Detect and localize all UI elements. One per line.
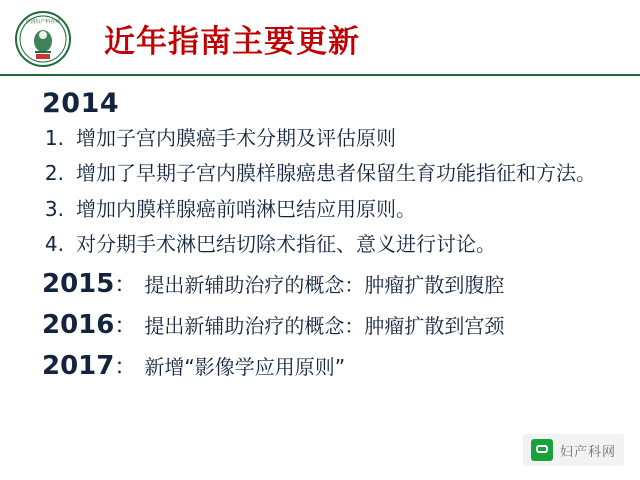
- slide-header: [0, 0, 640, 76]
- list-item-number: 3.: [44, 196, 64, 221]
- wechat-icon: [531, 439, 553, 461]
- section-year-2014: 2014: [42, 88, 120, 119]
- page-title: 近年指南主要更新: [104, 24, 360, 60]
- list-item: [42, 125, 606, 151]
- list-item-text: 对分期手术淋巴结切除术指征、意义进行讨论。: [76, 232, 496, 257]
- year-label: 2016: [42, 309, 115, 340]
- year-line-2017: [42, 350, 606, 381]
- svg-text:中国妇产科在线: 中国妇产科在线: [25, 19, 61, 25]
- list-item-number: 4.: [44, 232, 64, 257]
- list-item: [42, 231, 606, 257]
- year-label: 2017: [42, 350, 115, 381]
- numbered-list-2014: [42, 125, 606, 258]
- year-line-2016: [42, 309, 606, 340]
- year-description: 新增“影像学应用原则”: [144, 354, 346, 379]
- list-item-text: 增加子宫内膜癌手术分期及评估原则: [76, 126, 396, 150]
- year-description: 提出新辅助治疗的概念：肿瘤扩散到宫颈: [144, 313, 505, 338]
- list-item-text: 增加内膜样腺癌前哨淋巴结应用原则。: [76, 196, 416, 221]
- institution-seal-logo: [14, 10, 72, 68]
- list-item-text: 增加了早期子宫内膜样腺癌患者保留生育功能指征和方法。: [76, 161, 596, 186]
- slide-content: [0, 80, 640, 387]
- year-line-2015: [42, 268, 606, 299]
- year-description: 提出新辅助治疗的概念：肿瘤扩散到腹腔: [144, 272, 505, 297]
- list-item: [42, 196, 606, 222]
- year-colon: ：: [114, 313, 137, 339]
- watermark-label: 妇产科网: [559, 444, 616, 460]
- list-item-number: 2.: [44, 161, 64, 186]
- year-colon: ：: [114, 272, 137, 298]
- year-label: 2015: [42, 268, 115, 299]
- list-item: [42, 160, 606, 186]
- header-divider: [0, 74, 640, 76]
- list-item-number: 1.: [44, 126, 64, 150]
- year-colon: ：: [114, 354, 137, 380]
- watermark-badge: [523, 434, 624, 466]
